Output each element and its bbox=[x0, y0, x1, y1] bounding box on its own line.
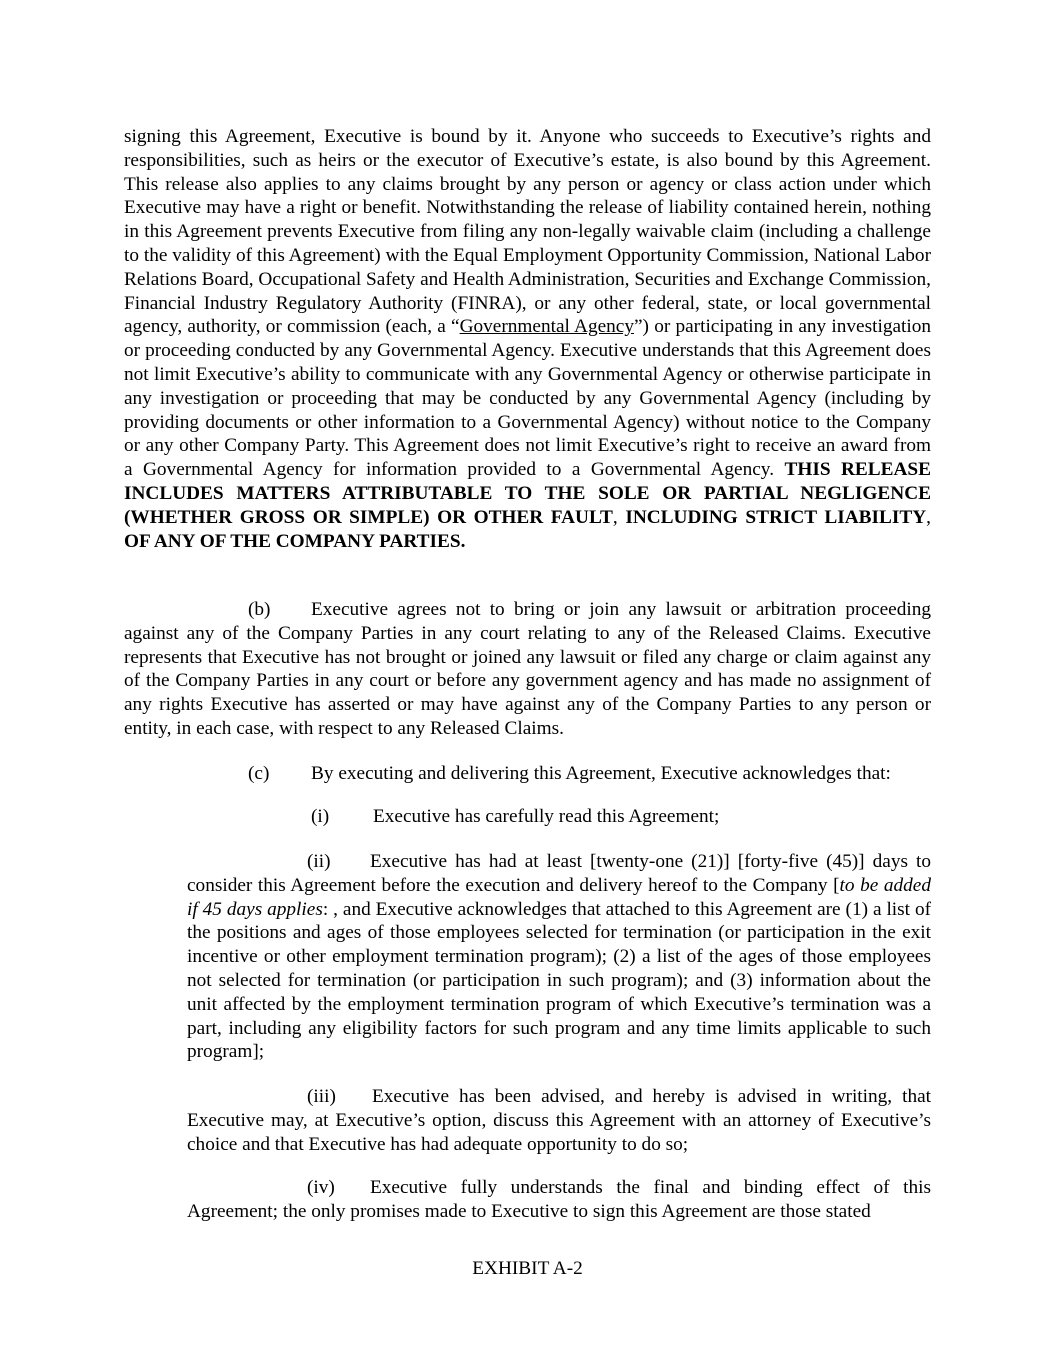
section-c-i-text: Executive has carefully read this Agreement; bbox=[373, 806, 720, 827]
section-c-iv-paragraph bbox=[187, 1176, 931, 1224]
release-text-part-1: signing this Agreement, Executive is bound by it. Anyone who succeeds to Executive’s rights and responsibilities, such as heirs or the executor of Executive’s estate, is also bound by this Agreement. This release also applies to any claims brought by any person or agency or class action under which Executive may have a right or benefit. Notwithstanding the release of liability contained herein, nothing in this Agreement prevents Executive from filing any non-legally waivable claim (including a challenge to the validity of this Agreement) with the Equal Employment Opportunity Commission, National Labor Relations Board, Occupational Safety and Health Administration, Securities and Exchange Commission, Financial Industry Regulatory Authority (FINRA), or any other federal, state, or local governmental agency, authority, or commission (each, a “ bbox=[124, 126, 931, 338]
section-c-text: By executing and delivering this Agreement, Executive acknowledges that: bbox=[311, 763, 891, 784]
bold-company-parties: OF ANY OF THE COMPANY PARTIES. bbox=[124, 530, 466, 552]
comma-separator: , bbox=[612, 506, 626, 528]
section-c-iv-label: (iv) bbox=[307, 1177, 335, 1198]
section-c-ii-text-part-2: : , and Executive acknowledges that attached to this Agreement are (1) a list of the positions and ages of those employees selected for termination (or participation in the exit incentive or other employment termination program); (2) a list of the ages of those employees not selected for termination (or participation in such program); and (3) information about the unit affected by the employment termination program of which Executive’s termination was a part, including any eligibility factors for such program and any time limits applicable to such program]; bbox=[187, 898, 932, 1063]
release-paragraph bbox=[124, 125, 931, 553]
section-c-ii-paragraph bbox=[187, 850, 931, 1064]
comma-separator: , bbox=[926, 506, 931, 528]
section-b-text: Executive agrees not to bring or join any lawsuit or arbitration proceeding against any of the Company Parties in any court relating to any of the Released Claims. Executive represents that Executive has not brought or joined any lawsuit or filed any charge or claim against any of the Company Parties in any court or before any government agency and has made no assignment of any rights Executive has asserted or may have against any of the Company Parties to any person or entity, in each case, with respect to any Released Claims. bbox=[124, 599, 931, 739]
section-c-iii-paragraph bbox=[187, 1085, 931, 1156]
section-c-i-label: (i) bbox=[311, 806, 330, 827]
section-b-paragraph bbox=[124, 598, 931, 741]
defined-term-governmental-agency: Governmental Agency bbox=[459, 316, 634, 338]
section-c-iii-text: Executive has been advised, and hereby is advised in writing, that Executive may, at Executive’s option, discuss this Agreement with an attorney of Executive’s choice and that Executive has had adequate opportunity to do so; bbox=[187, 1086, 931, 1155]
section-c-i-paragraph bbox=[124, 805, 931, 829]
section-c-ii-label: (ii) bbox=[307, 851, 331, 872]
section-c-ii-text-part-1: Executive has had at least [twenty-one (21)] [forty-five (45)] days to consider this Agreement before the execution and delivery hereof to the Company [ bbox=[187, 851, 931, 896]
release-text-part-2: ”) or participating in any investigation or proceeding conducted by any Governmental Agency. Executive understands that this Agreement does not limit Executive’s ability to communicate with any Governmental Agency or otherwise participate in any investigation or proceeding that may be conducted by any Governmental Agency (including by providing documents or other information to a Governmental Agency) without notice to the Company or any other Company Party. This Agreement does not limit Executive’s right to receive an award from a Governmental Agency for information provided to a Governmental Agency. bbox=[124, 316, 932, 481]
section-b-label: (b) bbox=[248, 599, 271, 620]
bold-strict-liability: INCLUDING STRICT LIABILITY bbox=[625, 506, 927, 528]
page-footer: EXHIBIT A-2 bbox=[472, 1258, 583, 1279]
section-c-iii-label: (iii) bbox=[307, 1086, 336, 1107]
section-c-iv-text: Executive fully understands the final and binding effect of this Agreement; the only promises made to Executive to sign this Agreement are those stated bbox=[187, 1177, 931, 1222]
section-c-ii-italic-note: to be added if 45 days applies bbox=[187, 874, 931, 920]
section-c-label: (c) bbox=[248, 763, 270, 784]
section-c-paragraph bbox=[124, 762, 931, 786]
bold-negligence-clause: THIS RELEASE INCLUDES MATTERS ATTRIBUTABLE TO THE SOLE OR PARTIAL NEGLIGENCE (WHETHER GROSS OR SIMPLE) OR OTHER FAULT bbox=[124, 459, 932, 528]
